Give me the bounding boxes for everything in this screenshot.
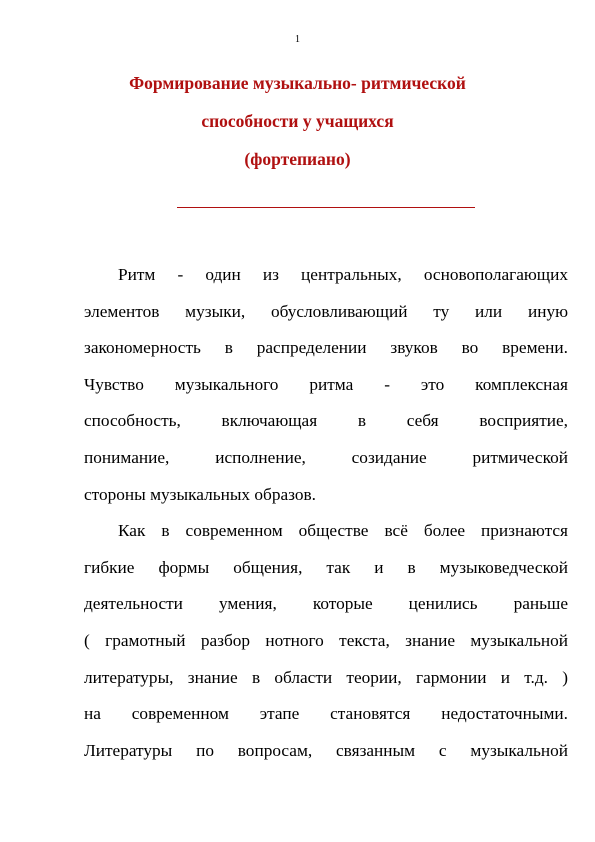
paragraph-line: элементов музыки, обусловливающий ту или иную [84,301,568,321]
title-line: способности у учащихся [201,111,394,131]
paragraph-line: Как в современном обществе всё более признаются [118,521,568,541]
title-line: (фортепиано) [244,149,351,169]
paragraph-line: литературы, знание в области теории, гармонии и т.д. ) [84,667,568,687]
paragraph-1 [84,262,568,518]
page-number: 1 [295,34,300,45]
paragraph-line: на современном этапе становятся недостаточными. [84,704,568,724]
title-underline [177,207,475,208]
paragraph-line: гибкие формы общения, так и в музыковедческой [84,557,568,577]
paragraph-line: деятельности умения, которые ценились раньше [84,594,568,614]
paragraph-line: понимание, исполнение, созидание ритмической [84,447,568,467]
paragraph-2 [84,518,568,774]
document-title [60,70,535,184]
paragraph-line: Чувство музыкального ритма - это комплексная [84,374,568,394]
paragraph-line: стороны музыкальных образов. [84,484,316,504]
body-text [84,262,568,774]
paragraph-line: Ритм - один из центральных, основополагающих [118,265,568,284]
title-line: Формирование музыкально- ритмической [129,73,466,93]
paragraph-line: способность, включающая в себя восприятие, [84,411,568,431]
paragraph-line: Литературы по вопросам, связанным с музыкальной [84,740,568,760]
paragraph-line: ( грамотный разбор нотного текста, знание музыкальной [84,630,568,650]
paragraph-line: закономерность в распределении звуков во времени. [84,338,568,358]
